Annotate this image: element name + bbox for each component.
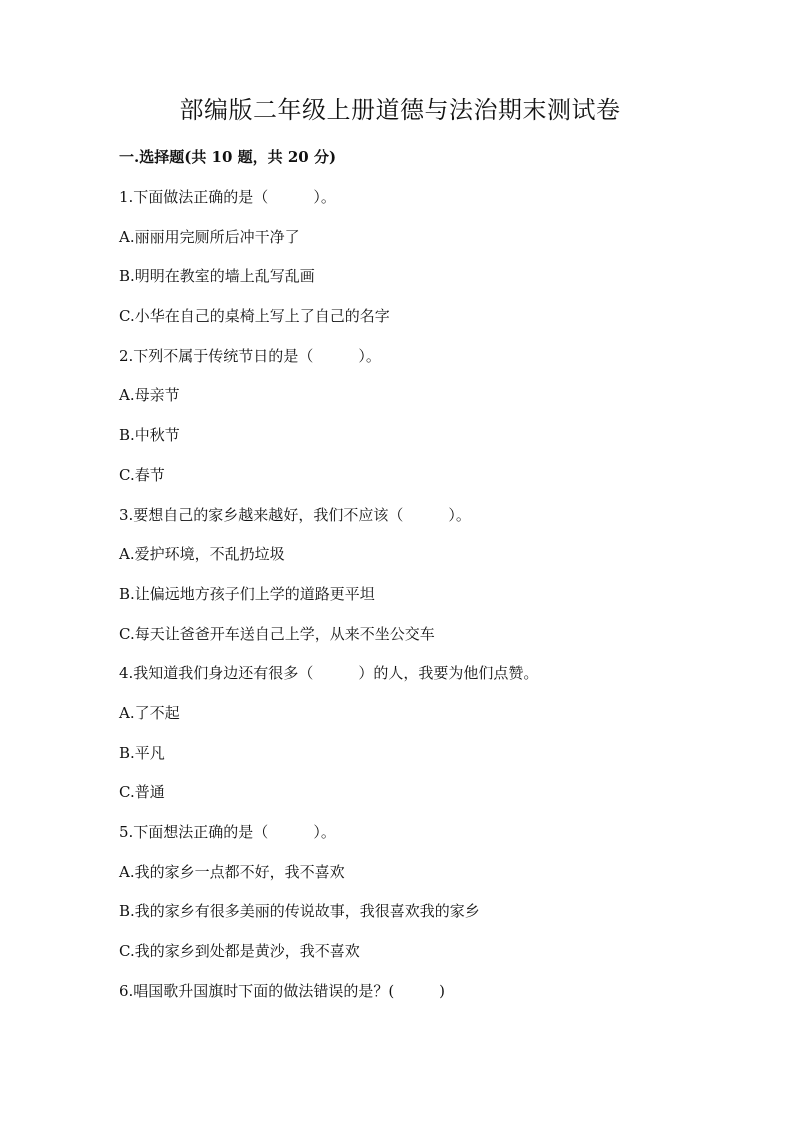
- question-1-option-a: A.丽丽用完厕所后冲干净了: [119, 227, 300, 246]
- question-3-option-a: A.爱护环境，不乱扔垃圾: [119, 545, 285, 564]
- question-1-option-b: B.明明在教室的墙上乱写乱画: [119, 267, 315, 286]
- question-3-option-b: B.让偏远地方孩子们上学的道路更平坦: [119, 584, 375, 603]
- question-5-option-b: B.我的家乡有很多美丽的传说故事，我很喜欢我的家乡: [119, 902, 480, 921]
- question-4-option-a: A.了不起: [119, 703, 180, 722]
- question-5-option-c: C.我的家乡到处都是黄沙，我不喜欢: [119, 942, 360, 961]
- question-3-option-c: C.每天让爸爸开车送自己上学，从来不坐公交车: [119, 624, 435, 643]
- question-1-option-c: C.小华在自己的桌椅上写上了自己的名字: [119, 307, 390, 326]
- question-2-option-c: C.春节: [119, 465, 165, 484]
- question-stem-2: 2.下列不属于传统节日的是（ ）。: [119, 346, 381, 365]
- question-5-option-a: A.我的家乡一点都不好，我不喜欢: [119, 862, 345, 881]
- page-title: 部编版二年级上册道德与法治期末测试卷: [179, 96, 621, 124]
- question-4-option-b: B.平凡: [119, 743, 165, 762]
- question-stem-3: 3.要想自己的家乡越来越好，我们不应该（ ）。: [119, 505, 471, 524]
- question-2-option-a: A.母亲节: [119, 386, 180, 405]
- question-4-option-c: C.普通: [119, 783, 165, 802]
- question-list: [119, 185, 719, 1018]
- section-heading: 一.选择题(共 10 题，共 20 分): [119, 148, 337, 166]
- question-stem-4: 4.我知道我们身边还有很多（ ）的人，我要为他们点赞。: [119, 664, 539, 683]
- question-2-option-b: B.中秋节: [119, 426, 180, 445]
- question-stem-5: 5.下面想法正确的是（ ）。: [119, 823, 336, 841]
- question-stem-1: 1.下面做法正确的是（ ）。: [119, 188, 336, 206]
- question-stem-6: 6.唱国歌升国旗时下面的做法错误的是？( ): [119, 981, 446, 1000]
